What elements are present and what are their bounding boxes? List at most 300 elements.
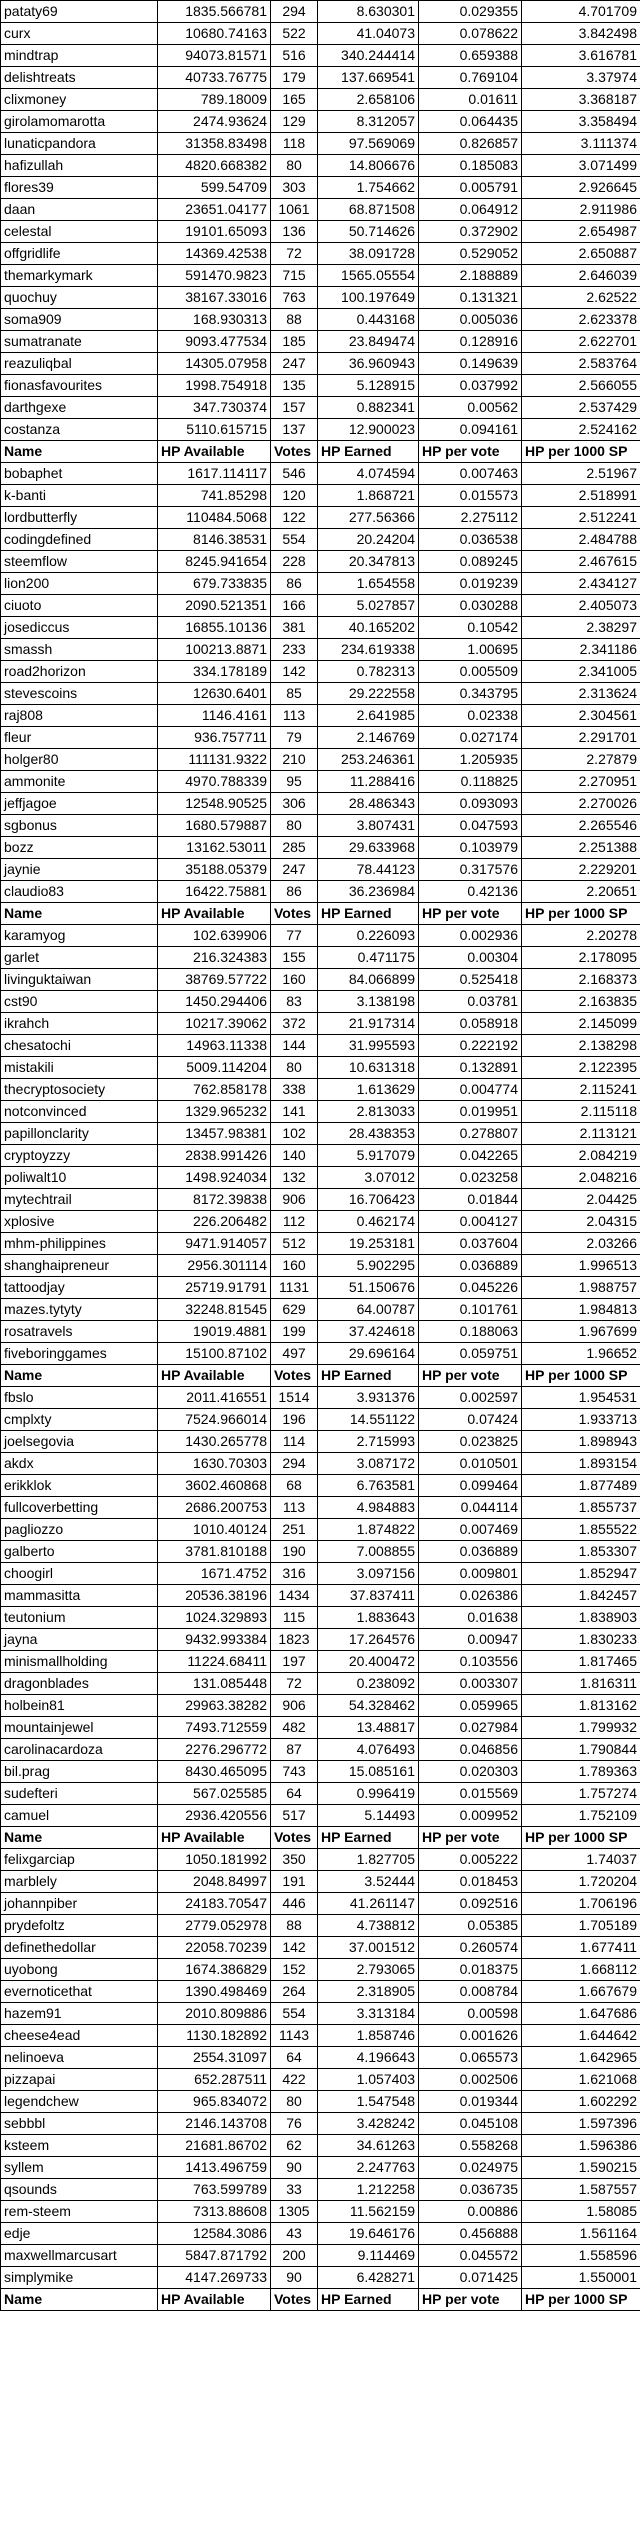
cell-hp-per-vote: 0.128916 <box>419 331 522 353</box>
table-row <box>1 1497 640 1519</box>
cell-hp-per-vote: 0.036538 <box>419 529 522 551</box>
table-row <box>1 727 640 749</box>
cell-hp-per-vote: 0.07424 <box>419 1409 522 1431</box>
cell-hp-per-1000-sp: 1.752109 <box>522 1805 640 1827</box>
header-cell-hp-earned: HP Earned <box>318 441 419 463</box>
cell-votes: 113 <box>271 705 318 727</box>
table-row <box>1 881 640 903</box>
cell-name: cst90 <box>1 991 158 1013</box>
table-body <box>1 1 640 2311</box>
cell-hp-per-1000-sp: 2.38297 <box>522 617 640 639</box>
cell-name: fbslo <box>1 1387 158 1409</box>
cell-hp-per-vote: 0.009952 <box>419 1805 522 1827</box>
cell-hp-per-1000-sp: 2.20278 <box>522 925 640 947</box>
cell-hp-earned: 5.902295 <box>318 1255 419 1277</box>
cell-hp-available: 591470.9823 <box>158 265 271 287</box>
cell-name: road2horizon <box>1 661 158 683</box>
cell-hp-per-1000-sp: 3.358494 <box>522 111 640 133</box>
cell-votes: 43 <box>271 2223 318 2245</box>
cell-votes: 86 <box>271 573 318 595</box>
cell-hp-per-1000-sp: 2.62522 <box>522 287 640 309</box>
cell-hp-available: 38167.33016 <box>158 287 271 309</box>
cell-hp-per-vote: 0.132891 <box>419 1057 522 1079</box>
header-cell-hp-per-vote: HP per vote <box>419 1827 522 1849</box>
cell-hp-available: 1498.924034 <box>158 1167 271 1189</box>
cell-hp-available: 1680.579887 <box>158 815 271 837</box>
cell-hp-earned: 20.24204 <box>318 529 419 551</box>
cell-hp-earned: 277.56366 <box>318 507 419 529</box>
cell-hp-available: 29963.38282 <box>158 1695 271 1717</box>
header-cell-hp-per-1000-sp: HP per 1000 SP <box>522 903 640 925</box>
table-row <box>1 947 640 969</box>
cell-hp-per-1000-sp: 1.668112 <box>522 1959 640 1981</box>
table-row <box>1 2047 640 2069</box>
cell-votes: 1305 <box>271 2201 318 2223</box>
cell-hp-per-vote: 0.044114 <box>419 1497 522 1519</box>
cell-name: notconvinced <box>1 1101 158 1123</box>
cell-name: holbein81 <box>1 1695 158 1717</box>
cell-hp-per-vote: 0.42136 <box>419 881 522 903</box>
cell-hp-per-1000-sp: 4.701709 <box>522 1 640 23</box>
cell-hp-per-vote: 0.027174 <box>419 727 522 749</box>
cell-name: lunaticpandora <box>1 133 158 155</box>
cell-hp-available: 2146.143708 <box>158 2113 271 2135</box>
cell-hp-per-1000-sp: 2.51967 <box>522 463 640 485</box>
cell-hp-per-1000-sp: 2.646039 <box>522 265 640 287</box>
cell-hp-per-1000-sp: 2.048216 <box>522 1167 640 1189</box>
table-row <box>1 2223 640 2245</box>
cell-hp-available: 14369.42538 <box>158 243 271 265</box>
cell-votes: 316 <box>271 1563 318 1585</box>
table-row <box>1 1189 640 1211</box>
cell-hp-available: 16422.75881 <box>158 881 271 903</box>
table-row <box>1 1915 640 1937</box>
cell-votes: 132 <box>271 1167 318 1189</box>
cell-name: akdx <box>1 1453 158 1475</box>
cell-hp-available: 741.85298 <box>158 485 271 507</box>
cell-name: codingdefined <box>1 529 158 551</box>
cell-name: pataty69 <box>1 1 158 23</box>
cell-hp-earned: 0.226093 <box>318 925 419 947</box>
cell-hp-per-vote: 0.094161 <box>419 419 522 441</box>
cell-votes: 294 <box>271 1453 318 1475</box>
cell-name: camuel <box>1 1805 158 1827</box>
cell-votes: 72 <box>271 243 318 265</box>
cell-hp-per-1000-sp: 1.954531 <box>522 1387 640 1409</box>
cell-hp-available: 111131.9322 <box>158 749 271 771</box>
table-row <box>1 1783 640 1805</box>
table-row <box>1 2179 640 2201</box>
cell-hp-per-1000-sp: 1.597396 <box>522 2113 640 2135</box>
cell-hp-per-1000-sp: 1.590215 <box>522 2157 640 2179</box>
table-row <box>1 1673 640 1695</box>
header-cell-name: Name <box>1 1827 158 1849</box>
cell-hp-earned: 8.312057 <box>318 111 419 133</box>
header-cell-name: Name <box>1 903 158 925</box>
header-cell-hp-per-1000-sp: HP per 1000 SP <box>522 441 640 463</box>
cell-name: ikrahch <box>1 1013 158 1035</box>
cell-hp-earned: 11.288416 <box>318 771 419 793</box>
table-row <box>1 1211 640 1233</box>
cell-hp-per-vote: 0.008784 <box>419 1981 522 2003</box>
cell-name: mistakili <box>1 1057 158 1079</box>
cell-hp-earned: 31.995593 <box>318 1035 419 1057</box>
cell-hp-per-1000-sp: 2.911986 <box>522 199 640 221</box>
cell-hp-per-vote: 0.118825 <box>419 771 522 793</box>
cell-hp-earned: 0.238092 <box>318 1673 419 1695</box>
cell-name: raj808 <box>1 705 158 727</box>
cell-hp-per-vote: 0.036735 <box>419 2179 522 2201</box>
cell-hp-earned: 97.569069 <box>318 133 419 155</box>
cell-votes: 200 <box>271 2245 318 2267</box>
cell-votes: 62 <box>271 2135 318 2157</box>
cell-name: chesatochi <box>1 1035 158 1057</box>
cell-hp-per-1000-sp: 1.790844 <box>522 1739 640 1761</box>
cell-hp-per-1000-sp: 2.115118 <box>522 1101 640 1123</box>
cell-hp-available: 763.599789 <box>158 2179 271 2201</box>
cell-hp-available: 9093.477534 <box>158 331 271 353</box>
cell-hp-earned: 23.849474 <box>318 331 419 353</box>
cell-hp-earned: 2.641985 <box>318 705 419 727</box>
cell-name: cheese4ead <box>1 2025 158 2047</box>
cell-hp-per-vote: 0.092516 <box>419 1893 522 1915</box>
cell-hp-per-vote: 0.023258 <box>419 1167 522 1189</box>
table-row <box>1 419 640 441</box>
cell-hp-per-1000-sp: 2.163835 <box>522 991 640 1013</box>
cell-hp-earned: 13.48817 <box>318 1717 419 1739</box>
cell-votes: 199 <box>271 1321 318 1343</box>
cell-name: edje <box>1 2223 158 2245</box>
cell-name: livinguktaiwan <box>1 969 158 991</box>
cell-name: darthgexe <box>1 397 158 419</box>
cell-hp-per-vote: 0.001626 <box>419 2025 522 2047</box>
cell-hp-earned: 3.52444 <box>318 1871 419 1893</box>
cell-votes: 76 <box>271 2113 318 2135</box>
table-row <box>1 1277 640 1299</box>
cell-hp-per-vote: 0.036889 <box>419 1541 522 1563</box>
cell-hp-earned: 1.057403 <box>318 2069 419 2091</box>
cell-hp-per-vote: 0.005509 <box>419 661 522 683</box>
cell-hp-earned: 0.782313 <box>318 661 419 683</box>
header-cell-hp-per-1000-sp: HP per 1000 SP <box>522 1827 640 1849</box>
cell-hp-earned: 2.793065 <box>318 1959 419 1981</box>
cell-hp-per-1000-sp: 3.37974 <box>522 67 640 89</box>
cell-hp-earned: 34.61263 <box>318 2135 419 2157</box>
cell-name: definethedollar <box>1 1937 158 1959</box>
cell-hp-per-1000-sp: 1.853307 <box>522 1541 640 1563</box>
cell-hp-per-vote: 0.024975 <box>419 2157 522 2179</box>
table-row <box>1 617 640 639</box>
cell-name: holger80 <box>1 749 158 771</box>
table-row <box>1 265 640 287</box>
cell-votes: 120 <box>271 485 318 507</box>
cell-votes: 88 <box>271 1915 318 1937</box>
cell-hp-per-vote: 0.009801 <box>419 1563 522 1585</box>
cell-hp-available: 13457.98381 <box>158 1123 271 1145</box>
cell-hp-earned: 4.196643 <box>318 2047 419 2069</box>
table-row <box>1 375 640 397</box>
cell-votes: 303 <box>271 177 318 199</box>
cell-hp-available: 567.025585 <box>158 1783 271 1805</box>
cell-hp-earned: 10.631318 <box>318 1057 419 1079</box>
table-row <box>1 111 640 133</box>
cell-hp-available: 1390.498469 <box>158 1981 271 2003</box>
cell-hp-earned: 1.547548 <box>318 2091 419 2113</box>
cell-hp-per-1000-sp: 1.877489 <box>522 1475 640 1497</box>
header-cell-hp-earned: HP Earned <box>318 903 419 925</box>
cell-hp-available: 2686.200753 <box>158 1497 271 1519</box>
cell-votes: 497 <box>271 1343 318 1365</box>
cell-hp-per-1000-sp: 2.270026 <box>522 793 640 815</box>
cell-name: ammonite <box>1 771 158 793</box>
cell-hp-earned: 29.633968 <box>318 837 419 859</box>
table-row <box>1 1079 640 1101</box>
cell-name: sgbonus <box>1 815 158 837</box>
cell-name: jeffjagoe <box>1 793 158 815</box>
cell-hp-available: 1835.566781 <box>158 1 271 23</box>
cell-hp-earned: 1565.05554 <box>318 265 419 287</box>
cell-name: legendchew <box>1 2091 158 2113</box>
cell-votes: 1823 <box>271 1629 318 1651</box>
cell-hp-available: 38769.57722 <box>158 969 271 991</box>
header-row <box>1 903 640 925</box>
cell-votes: 210 <box>271 749 318 771</box>
cell-hp-earned: 1.883643 <box>318 1607 419 1629</box>
cell-votes: 142 <box>271 1937 318 1959</box>
cell-name: shanghaipreneur <box>1 1255 158 1277</box>
cell-hp-available: 762.858178 <box>158 1079 271 1101</box>
cell-hp-per-1000-sp: 3.842498 <box>522 23 640 45</box>
cell-votes: 228 <box>271 551 318 573</box>
cell-name: thecryptosociety <box>1 1079 158 1101</box>
cell-votes: 77 <box>271 925 318 947</box>
cell-hp-per-vote: 0.046856 <box>419 1739 522 1761</box>
cell-votes: 306 <box>271 793 318 815</box>
cell-votes: 446 <box>271 1893 318 1915</box>
cell-hp-per-vote: 0.027984 <box>419 1717 522 1739</box>
cell-name: clixmoney <box>1 89 158 111</box>
cell-hp-per-vote: 0.372902 <box>419 221 522 243</box>
cell-name: lordbutterfly <box>1 507 158 529</box>
cell-name: sudefteri <box>1 1783 158 1805</box>
cell-hp-available: 2838.991426 <box>158 1145 271 1167</box>
cell-votes: 114 <box>271 1431 318 1453</box>
table-row <box>1 1321 640 1343</box>
cell-name: tattoodjay <box>1 1277 158 1299</box>
cell-hp-per-1000-sp: 2.654987 <box>522 221 640 243</box>
cell-hp-per-vote: 0.018453 <box>419 1871 522 1893</box>
cell-hp-per-vote: 0.064435 <box>419 111 522 133</box>
table-row <box>1 1739 640 1761</box>
header-cell-hp-available: HP Available <box>158 903 271 925</box>
cell-hp-earned: 340.244414 <box>318 45 419 67</box>
cell-name: themarkymark <box>1 265 158 287</box>
cell-hp-available: 4147.269733 <box>158 2267 271 2289</box>
cell-hp-per-vote: 0.023825 <box>419 1431 522 1453</box>
header-row <box>1 1827 640 1849</box>
cell-hp-per-1000-sp: 2.650887 <box>522 243 640 265</box>
cell-hp-available: 7524.966014 <box>158 1409 271 1431</box>
cell-hp-per-vote: 0.456888 <box>419 2223 522 2245</box>
cell-hp-per-vote: 0.045226 <box>419 1277 522 1299</box>
cell-hp-per-vote: 0.015573 <box>419 485 522 507</box>
cell-hp-earned: 3.807431 <box>318 815 419 837</box>
cell-hp-per-vote: 0.019951 <box>419 1101 522 1123</box>
cell-hp-per-1000-sp: 2.313624 <box>522 683 640 705</box>
cell-hp-per-1000-sp: 1.706196 <box>522 1893 640 1915</box>
cell-name: teutonium <box>1 1607 158 1629</box>
cell-hp-earned: 2.146769 <box>318 727 419 749</box>
cell-name: pagliozzo <box>1 1519 158 1541</box>
table-row <box>1 1651 640 1673</box>
cell-hp-per-vote: 0.064912 <box>419 199 522 221</box>
cell-votes: 80 <box>271 815 318 837</box>
cell-hp-per-vote: 0.558268 <box>419 2135 522 2157</box>
cell-hp-earned: 36.960943 <box>318 353 419 375</box>
cell-hp-per-vote: 0.01844 <box>419 1189 522 1211</box>
cell-votes: 95 <box>271 771 318 793</box>
table-row <box>1 837 640 859</box>
cell-hp-per-1000-sp: 1.677411 <box>522 1937 640 1959</box>
cell-votes: 546 <box>271 463 318 485</box>
cell-hp-earned: 1.654558 <box>318 573 419 595</box>
cell-hp-earned: 3.428242 <box>318 2113 419 2135</box>
cell-hp-per-1000-sp: 2.291701 <box>522 727 640 749</box>
cell-hp-per-1000-sp: 2.251388 <box>522 837 640 859</box>
cell-hp-per-vote: 0.00947 <box>419 1629 522 1651</box>
cell-hp-per-vote: 0.037604 <box>419 1233 522 1255</box>
cell-votes: 88 <box>271 309 318 331</box>
table-row <box>1 133 640 155</box>
cell-name: bobaphet <box>1 463 158 485</box>
table-row <box>1 1167 640 1189</box>
table-row <box>1 2091 640 2113</box>
cell-hp-available: 131.085448 <box>158 1673 271 1695</box>
cell-hp-per-1000-sp: 2.084219 <box>522 1145 640 1167</box>
cell-hp-available: 1024.329893 <box>158 1607 271 1629</box>
cell-votes: 190 <box>271 1541 318 1563</box>
table-row <box>1 925 640 947</box>
cell-votes: 68 <box>271 1475 318 1497</box>
cell-hp-per-1000-sp: 1.757274 <box>522 1783 640 1805</box>
cell-votes: 381 <box>271 617 318 639</box>
cell-hp-per-1000-sp: 2.304561 <box>522 705 640 727</box>
cell-hp-available: 1146.4161 <box>158 705 271 727</box>
cell-hp-per-vote: 0.005791 <box>419 177 522 199</box>
header-row <box>1 2289 640 2311</box>
cell-hp-earned: 3.138198 <box>318 991 419 1013</box>
table-row <box>1 1849 640 1871</box>
cell-hp-per-vote: 0.101761 <box>419 1299 522 1321</box>
cell-hp-per-vote: 0.278807 <box>419 1123 522 1145</box>
cell-hp-available: 2474.93624 <box>158 111 271 133</box>
cell-hp-earned: 41.261147 <box>318 1893 419 1915</box>
cell-name: flores39 <box>1 177 158 199</box>
cell-hp-per-1000-sp: 1.898943 <box>522 1431 640 1453</box>
cell-hp-per-1000-sp: 1.967699 <box>522 1321 640 1343</box>
cell-hp-per-1000-sp: 2.20651 <box>522 881 640 903</box>
cell-name: cmplxty <box>1 1409 158 1431</box>
cell-name: delishtreats <box>1 67 158 89</box>
cell-hp-earned: 20.347813 <box>318 551 419 573</box>
cell-hp-per-1000-sp: 1.705189 <box>522 1915 640 1937</box>
table-row <box>1 749 640 771</box>
cell-hp-earned: 19.253181 <box>318 1233 419 1255</box>
cell-votes: 166 <box>271 595 318 617</box>
cell-hp-available: 2276.296772 <box>158 1739 271 1761</box>
cell-hp-per-1000-sp: 2.524162 <box>522 419 640 441</box>
cell-hp-earned: 3.313184 <box>318 2003 419 2025</box>
cell-hp-earned: 19.646176 <box>318 2223 419 2245</box>
cell-hp-available: 1329.965232 <box>158 1101 271 1123</box>
cell-hp-per-1000-sp: 2.265546 <box>522 815 640 837</box>
cell-hp-available: 4970.788339 <box>158 771 271 793</box>
cell-votes: 64 <box>271 2047 318 2069</box>
cell-hp-earned: 16.706423 <box>318 1189 419 1211</box>
cell-votes: 129 <box>271 111 318 133</box>
cell-hp-available: 21681.86702 <box>158 2135 271 2157</box>
cell-hp-per-vote: 0.260574 <box>419 1937 522 1959</box>
cell-hp-per-vote: 0.185083 <box>419 155 522 177</box>
cell-name: minismallholding <box>1 1651 158 1673</box>
cell-votes: 152 <box>271 1959 318 1981</box>
cell-hp-per-1000-sp: 2.138298 <box>522 1035 640 1057</box>
cell-hp-per-vote: 0.029355 <box>419 1 522 23</box>
cell-votes: 522 <box>271 23 318 45</box>
cell-hp-earned: 6.428271 <box>318 2267 419 2289</box>
cell-hp-earned: 137.669541 <box>318 67 419 89</box>
cell-hp-earned: 4.738812 <box>318 1915 419 1937</box>
cell-name: karamyog <box>1 925 158 947</box>
cell-hp-per-vote: 2.275112 <box>419 507 522 529</box>
cell-hp-available: 8430.465095 <box>158 1761 271 1783</box>
cell-hp-per-1000-sp: 2.341186 <box>522 639 640 661</box>
table-row <box>1 1387 640 1409</box>
header-cell-votes: Votes <box>271 1365 318 1387</box>
cell-hp-per-vote: 0.047593 <box>419 815 522 837</box>
cell-hp-available: 2048.84997 <box>158 1871 271 1893</box>
cell-hp-earned: 29.222558 <box>318 683 419 705</box>
cell-hp-available: 40733.76775 <box>158 67 271 89</box>
cell-hp-available: 23651.04177 <box>158 199 271 221</box>
cell-name: reazuliqbal <box>1 353 158 375</box>
cell-hp-available: 936.757711 <box>158 727 271 749</box>
table-row <box>1 1761 640 1783</box>
cell-name: costanza <box>1 419 158 441</box>
cell-hp-available: 25719.91791 <box>158 1277 271 1299</box>
cell-hp-per-1000-sp: 2.178095 <box>522 947 640 969</box>
cell-hp-per-1000-sp: 1.550001 <box>522 2267 640 2289</box>
cell-votes: 197 <box>271 1651 318 1673</box>
header-cell-hp-available: HP Available <box>158 1827 271 1849</box>
cell-hp-available: 965.834072 <box>158 2091 271 2113</box>
cell-hp-earned: 29.696164 <box>318 1343 419 1365</box>
cell-name: cryptoyzzy <box>1 1145 158 1167</box>
cell-hp-per-vote: 0.03781 <box>419 991 522 1013</box>
header-row <box>1 1365 640 1387</box>
cell-hp-per-vote: 0.00886 <box>419 2201 522 2223</box>
table-row <box>1 771 640 793</box>
cell-name: k-banti <box>1 485 158 507</box>
cell-votes: 160 <box>271 1255 318 1277</box>
cell-hp-per-1000-sp: 1.720204 <box>522 1871 640 1893</box>
cell-hp-earned: 36.236984 <box>318 881 419 903</box>
cell-name: bil.prag <box>1 1761 158 1783</box>
cell-votes: 83 <box>271 991 318 1013</box>
cell-hp-earned: 21.917314 <box>318 1013 419 1035</box>
cell-hp-available: 1413.496759 <box>158 2157 271 2179</box>
cell-name: choogirl <box>1 1563 158 1585</box>
